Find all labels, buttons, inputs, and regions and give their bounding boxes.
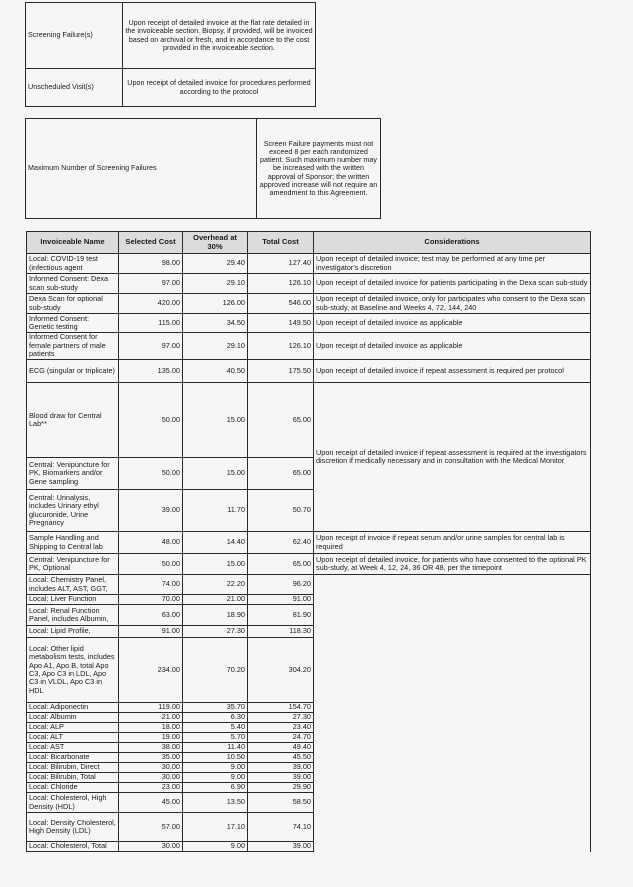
overhead-cell: 40.50 (183, 360, 248, 383)
header-row (27, 232, 591, 254)
selected-cost-cell: 50.00 (119, 458, 183, 490)
overhead-cell: 15.00 (183, 383, 248, 458)
invoiceable-table (26, 231, 591, 852)
table-row (27, 274, 591, 294)
considerations-cell (314, 713, 591, 723)
selected-cost-cell: 45.00 (119, 793, 183, 813)
selected-cost-cell: 30.00 (119, 842, 183, 852)
total-cost-cell: 96.20 (248, 575, 314, 595)
item-name-cell: Local: Lipid Profile, (27, 626, 119, 638)
considerations-cell (314, 703, 591, 713)
table-row (26, 3, 316, 69)
total-cost-cell: 74.10 (248, 813, 314, 842)
overhead-cell: 14.40 (183, 532, 248, 554)
item-name-cell: Local: Chloride (27, 783, 119, 793)
item-name-cell: Local: Cholesterol, High Density (HDL) (27, 793, 119, 813)
selected-cost-cell: 35.00 (119, 753, 183, 763)
selected-cost-cell: 97.00 (119, 274, 183, 294)
overhead-cell: 5.40 (183, 723, 248, 733)
table-row (27, 532, 591, 554)
selected-cost-cell: 135.00 (119, 360, 183, 383)
total-cost-cell: 65.00 (248, 383, 314, 458)
total-cost-cell: 118.30 (248, 626, 314, 638)
column-header: Invoiceable Name (27, 232, 119, 254)
table-row (27, 595, 591, 605)
considerations-cell: Upon receipt of detailed invoice if repeat assessment is required at the investigators discretion if medically necessary and in consultation with the Medical Monitor (314, 383, 591, 532)
considerations-cell (314, 743, 591, 753)
table-row (27, 605, 591, 626)
table-row (27, 733, 591, 743)
considerations-cell (314, 723, 591, 733)
table-row (27, 314, 591, 333)
selected-cost-cell: 19.00 (119, 733, 183, 743)
considerations-cell (314, 605, 591, 626)
item-name-cell: Central: Urinalysis, includes Urinary ethyl glucuronide, Urine Pregnancy (27, 490, 119, 532)
overhead-cell: 15.00 (183, 554, 248, 575)
overhead-cell: 29.40 (183, 254, 248, 274)
payment-terms-table (25, 2, 316, 107)
table-row (27, 783, 591, 793)
considerations-cell: Upon receipt of detailed invoice, for patients who have consented to the optional PK sub-study, at Week 4, 12, 24, 36 OR 48, per the timepoint (314, 554, 591, 575)
item-name-cell: Local: Bilirubin, Direct (27, 763, 119, 773)
considerations-cell: Upon receipt of detailed invoice, only for participates who consent to the Dexa scan sub-study, at Baseline and Weeks 4, 72, 144, 240 (314, 294, 591, 314)
overhead-cell: 10.50 (183, 753, 248, 763)
column-header: Total Cost (248, 232, 314, 254)
selected-cost-cell: 74.00 (119, 575, 183, 595)
table-row (26, 69, 316, 107)
table-row (27, 626, 591, 638)
table-row (27, 554, 591, 575)
total-cost-cell: 175.50 (248, 360, 314, 383)
total-cost-cell: 27.30 (248, 713, 314, 723)
considerations-cell (314, 753, 591, 763)
overhead-cell: 9.00 (183, 763, 248, 773)
considerations-cell (314, 842, 591, 852)
table-row (27, 360, 591, 383)
considerations-cell (314, 595, 591, 605)
table-row (27, 638, 591, 703)
overhead-cell: 6.30 (183, 713, 248, 723)
total-cost-cell: 49.40 (248, 743, 314, 753)
overhead-cell: 6.90 (183, 783, 248, 793)
total-cost-cell: 62.40 (248, 532, 314, 554)
table-row (27, 723, 591, 733)
total-cost-cell: 126.10 (248, 274, 314, 294)
column-header: Considerations (314, 232, 591, 254)
overhead-cell: 21.00 (183, 595, 248, 605)
item-name-cell: Informed Consent: Dexa scan sub-study (27, 274, 119, 294)
overhead-cell: 15.00 (183, 458, 248, 490)
overhead-cell: 9.00 (183, 773, 248, 783)
considerations-cell: Upon receipt of detailed invoice if repeat assessment is required per protocol (314, 360, 591, 383)
considerations-cell (314, 733, 591, 743)
item-name-cell: ECG (singular or triplicate) (27, 360, 119, 383)
item-name-cell: Informed Consent: Genetic testing (27, 314, 119, 333)
total-cost-cell: 29.90 (248, 783, 314, 793)
selected-cost-cell: 23.00 (119, 783, 183, 793)
item-name-cell: Central: Venipuncture for PK, Biomarkers and/or Gene sampling (27, 458, 119, 490)
selected-cost-cell: 91.00 (119, 626, 183, 638)
table-row (27, 773, 591, 783)
overhead-cell: 9.00 (183, 842, 248, 852)
table-row (27, 383, 591, 458)
total-cost-cell: 23.40 (248, 723, 314, 733)
item-name-cell: Dexa Scan for optional sub-study (27, 294, 119, 314)
total-cost-cell: 149.50 (248, 314, 314, 333)
total-cost-cell: 39.00 (248, 773, 314, 783)
item-name-cell: Local: Bilirubin, Total (27, 773, 119, 783)
overhead-cell: 13.50 (183, 793, 248, 813)
total-cost-cell: 81.90 (248, 605, 314, 626)
item-name-cell: Sample Handling and Shipping to Central lab (27, 532, 119, 554)
overhead-cell: 11.40 (183, 743, 248, 753)
total-cost-cell: 65.00 (248, 458, 314, 490)
selected-cost-cell: 63.00 (119, 605, 183, 626)
table-row (27, 575, 591, 595)
selected-cost-cell: 30.00 (119, 763, 183, 773)
item-name-cell: Local: Adiponectin (27, 703, 119, 713)
considerations-cell: Upon receipt of detailed invoice as applicable (314, 333, 591, 360)
selected-cost-cell: 48.00 (119, 532, 183, 554)
total-cost-cell: 50.70 (248, 490, 314, 532)
considerations-cell: Upon receipt of detailed invoice; test may be performed at any time per investigator's discretion (314, 254, 591, 274)
considerations-cell (314, 638, 591, 703)
total-cost-cell: 45.50 (248, 753, 314, 763)
table-row (27, 333, 591, 360)
overhead-cell: 126.00 (183, 294, 248, 314)
total-cost-cell: 546.00 (248, 294, 314, 314)
row-label: Unscheduled Visit(s) (26, 69, 123, 107)
considerations-cell (314, 793, 591, 813)
table-row (27, 743, 591, 753)
considerations-cell (314, 813, 591, 842)
table-row (27, 703, 591, 713)
table-row (27, 813, 591, 842)
total-cost-cell: 39.00 (248, 763, 314, 773)
selected-cost-cell: 234.00 (119, 638, 183, 703)
considerations-cell (314, 575, 591, 595)
considerations-cell: Upon receipt of detailed invoice for patients participating in the Dexa scan sub-study (314, 274, 591, 294)
selected-cost-cell: 57.00 (119, 813, 183, 842)
column-header: Overhead at 30% (183, 232, 248, 254)
selected-cost-cell: 97.00 (119, 333, 183, 360)
considerations-cell (314, 773, 591, 783)
row-text: Upon receipt of detailed invoice for procedures performed according to the protocol (123, 69, 316, 107)
total-cost-cell: 39.00 (248, 842, 314, 852)
item-name-cell: Local: ALP (27, 723, 119, 733)
overhead-cell: 18.90 (183, 605, 248, 626)
item-name-cell: Central: Venipuncture for PK, Optional (27, 554, 119, 575)
total-cost-cell: 126.10 (248, 333, 314, 360)
overhead-cell: 5.70 (183, 733, 248, 743)
table-row (26, 119, 381, 219)
row-text: Screen Failure payments must not exceed 8 per each randomized patient. Such maximum number may be increased with the written approval of Sponsor; the written approved increase will not require an amendment to this Agreement. (257, 119, 381, 219)
total-cost-cell: 65.00 (248, 554, 314, 575)
table-row (27, 753, 591, 763)
selected-cost-cell: 98.00 (119, 254, 183, 274)
selected-cost-cell: 30.00 (119, 773, 183, 783)
column-header: Selected Cost (119, 232, 183, 254)
overhead-cell: 11.70 (183, 490, 248, 532)
table-row (27, 793, 591, 813)
selected-cost-cell: 18.00 (119, 723, 183, 733)
overhead-cell: 22.20 (183, 575, 248, 595)
item-name-cell: Local: Chemistry Panel, includes ALT, AST, GGT, (27, 575, 119, 595)
selected-cost-cell: 70.00 (119, 595, 183, 605)
total-cost-cell: 24.70 (248, 733, 314, 743)
row-text: Upon receipt of detailed invoice at the flat rate detailed in the invoiceable section. Biopsy, if provided, will be invoiced based on archival or fresh, and in accordance to the cost provided in the invoiceable section. (123, 3, 316, 69)
considerations-cell (314, 626, 591, 638)
table-row (27, 763, 591, 773)
overhead-cell: 35.70 (183, 703, 248, 713)
considerations-cell: Upon receipt of detailed invoice as applicable (314, 314, 591, 333)
total-cost-cell: 304.20 (248, 638, 314, 703)
item-name-cell: Local: Liver Function (27, 595, 119, 605)
selected-cost-cell: 119.00 (119, 703, 183, 713)
overhead-cell: 29.10 (183, 333, 248, 360)
overhead-cell: 34.50 (183, 314, 248, 333)
max-screening-table (25, 118, 381, 219)
selected-cost-cell: 39.00 (119, 490, 183, 532)
selected-cost-cell: 420.00 (119, 294, 183, 314)
item-name-cell: Local: Bicarbonate (27, 753, 119, 763)
total-cost-cell: 127.40 (248, 254, 314, 274)
row-label: Maximum Number of Screening Failures (26, 119, 257, 219)
item-name-cell: Local: COVID-19 test (infectious agent (27, 254, 119, 274)
overhead-cell: 17.10 (183, 813, 248, 842)
overhead-cell: 27.30 (183, 626, 248, 638)
item-name-cell: Local: Renal Function Panel, includes Albumin, (27, 605, 119, 626)
selected-cost-cell: 38.00 (119, 743, 183, 753)
item-name-cell: Local: AST (27, 743, 119, 753)
row-label: Screening Failure(s) (26, 3, 123, 69)
item-name-cell: Blood draw for Central Lab** (27, 383, 119, 458)
item-name-cell: Local: Density Cholesterol, High Density (LDL) (27, 813, 119, 842)
table-row (27, 842, 591, 852)
table-row (27, 713, 591, 723)
total-cost-cell: 91.00 (248, 595, 314, 605)
selected-cost-cell: 50.00 (119, 554, 183, 575)
considerations-cell (314, 763, 591, 773)
selected-cost-cell: 21.00 (119, 713, 183, 723)
selected-cost-cell: 115.00 (119, 314, 183, 333)
item-name-cell: Local: Cholesterol, Total (27, 842, 119, 852)
total-cost-cell: 154.70 (248, 703, 314, 713)
total-cost-cell: 58.50 (248, 793, 314, 813)
item-name-cell: Local: ALT (27, 733, 119, 743)
item-name-cell: Local: Albumin (27, 713, 119, 723)
table-row (27, 294, 591, 314)
overhead-cell: 70.20 (183, 638, 248, 703)
considerations-cell (314, 783, 591, 793)
item-name-cell: Local: Other lipid metabolism tests, includes Apo A1, Apo B, total Apo C3, Apo C3 in LDL, Apo C3 in VLDL, Apo C3 in HDL (27, 638, 119, 703)
considerations-cell: Upon receipt of invoice if repeat serum and/or urine samples for central lab is required (314, 532, 591, 554)
table-row (27, 254, 591, 274)
overhead-cell: 29.10 (183, 274, 248, 294)
item-name-cell: Informed Consent for female partners of male patients (27, 333, 119, 360)
selected-cost-cell: 50.00 (119, 383, 183, 458)
